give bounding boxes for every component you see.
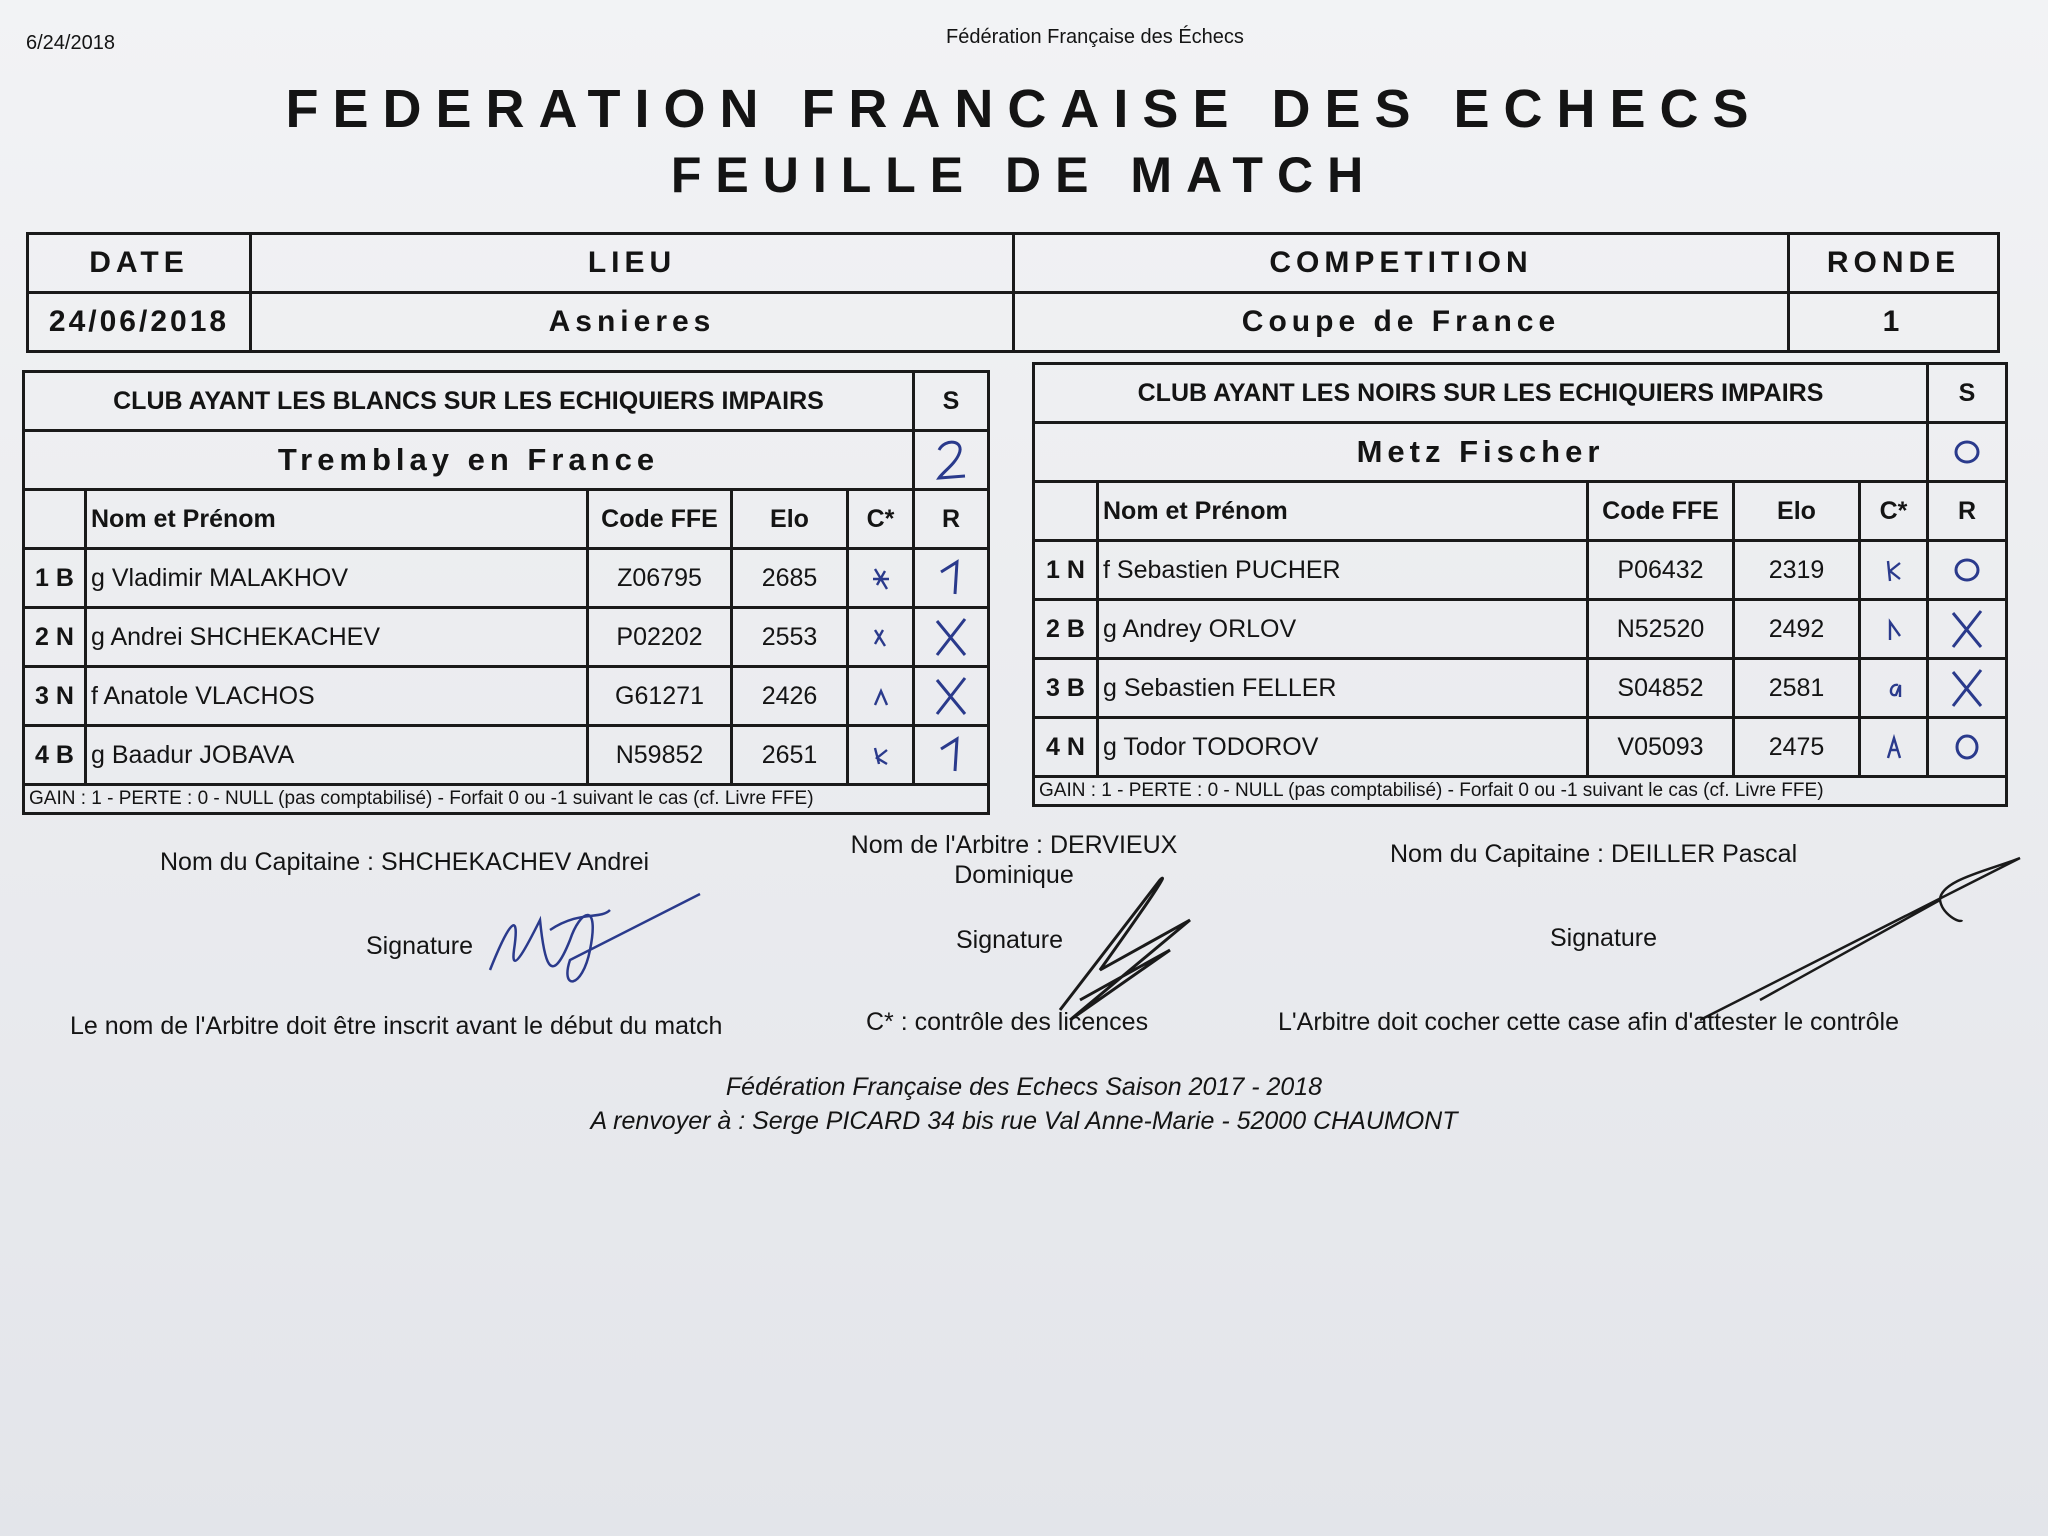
player-elo: 2319 <box>1734 541 1860 600</box>
footer-control-note: C* : contrôle des licences <box>866 1008 1149 1036</box>
arbiter-line-1: Nom de l'Arbitre : DERVIEUX <box>850 831 1178 859</box>
score-header: S <box>914 372 989 431</box>
date-value: 24/06/2018 <box>28 293 251 352</box>
board-number: 4 B <box>24 726 86 785</box>
elo-col-header: Elo <box>1734 482 1860 541</box>
table-row <box>24 549 989 608</box>
player-name: f Anatole VLACHOS <box>86 667 588 726</box>
arbiter-signature <box>1040 860 1200 1030</box>
match-info-table <box>26 232 2000 353</box>
player-name: g Andrey ORLOV <box>1098 600 1588 659</box>
board-number: 1 B <box>24 549 86 608</box>
lieu-value: Asnieres <box>251 293 1014 352</box>
competition-value: Coupe de France <box>1014 293 1789 352</box>
result-mark <box>1928 541 2007 600</box>
captain-right-signature <box>1690 850 2030 1030</box>
scoring-note: GAIN : 1 - PERTE : 0 - NULL (pas comptabilisé) - Forfait 0 ou -1 suivant le cas (cf. Livre FFE) <box>24 785 989 814</box>
club-name: Metz Fischer <box>1034 423 1928 482</box>
club-header: CLUB AYANT LES BLANCS SUR LES ECHIQUIERS IMPAIRS <box>24 372 914 431</box>
player-elo: 2475 <box>1734 718 1860 777</box>
board-col-header <box>1034 482 1098 541</box>
board-number: 2 N <box>24 608 86 667</box>
table-row <box>24 608 989 667</box>
license-check-mark <box>848 549 914 608</box>
table-row <box>1034 718 2007 777</box>
print-org: Fédération Française des Échecs <box>946 26 1244 48</box>
player-elo: 2553 <box>732 608 848 667</box>
license-check-mark <box>1860 718 1928 777</box>
table-row <box>24 667 989 726</box>
code-col-header: Code FFE <box>1588 482 1734 541</box>
table-row <box>24 726 989 785</box>
return-address: A renvoyer à : Serge PICARD 34 bis rue Val Anne-Marie - 52000 CHAUMONT <box>590 1107 1458 1135</box>
license-check-mark <box>848 608 914 667</box>
player-elo: 2651 <box>732 726 848 785</box>
season-line: Fédération Française des Echecs Saison 2017 - 2018 <box>725 1073 1323 1101</box>
board-number: 1 N <box>1034 541 1098 600</box>
player-code: N52520 <box>1588 600 1734 659</box>
player-code: G61271 <box>588 667 732 726</box>
captain-right: Nom du Capitaine : DEILLER Pascal <box>1390 840 1798 868</box>
player-name: f Sebastien PUCHER <box>1098 541 1588 600</box>
white-club-table <box>22 370 990 815</box>
result-mark <box>914 608 989 667</box>
player-code: Z06795 <box>588 549 732 608</box>
name-col-header: Nom et Prénom <box>86 490 588 549</box>
player-name: g Todor TODOROV <box>1098 718 1588 777</box>
board-number: 3 B <box>1034 659 1098 718</box>
result-mark <box>1928 659 2007 718</box>
signature-label-right: Signature <box>1550 924 1658 952</box>
ronde-value: 1 <box>1789 293 1999 352</box>
player-elo: 2492 <box>1734 600 1860 659</box>
license-check-mark <box>1860 659 1928 718</box>
player-name: g Sebastien FELLER <box>1098 659 1588 718</box>
scoring-note: GAIN : 1 - PERTE : 0 - NULL (pas comptabilisé) - Forfait 0 ou -1 suivant le cas (cf. Livre FFE) <box>1034 777 2007 806</box>
captain-left-signature <box>470 880 710 1000</box>
control-col-header: C* <box>848 490 914 549</box>
signature-label-arbiter: Signature <box>956 926 1064 954</box>
player-elo: 2581 <box>1734 659 1860 718</box>
result-mark <box>914 667 989 726</box>
date-header: DATE <box>28 234 251 293</box>
board-number: 4 N <box>1034 718 1098 777</box>
club-header: CLUB AYANT LES NOIRS SUR LES ECHIQUIERS IMPAIRS <box>1034 364 1928 423</box>
competition-header: COMPETITION <box>1014 234 1789 293</box>
arbiter-line-2: Dominique <box>954 861 1074 889</box>
club-name: Tremblay en France <box>24 431 914 490</box>
player-name: g Baadur JOBAVA <box>86 726 588 785</box>
table-row <box>1034 541 2007 600</box>
player-code: V05093 <box>1588 718 1734 777</box>
result-col-header: R <box>1928 482 2007 541</box>
board-number: 2 B <box>1034 600 1098 659</box>
result-mark <box>914 549 989 608</box>
elo-col-header: Elo <box>732 490 848 549</box>
control-col-header: C* <box>1860 482 1928 541</box>
code-col-header: Code FFE <box>588 490 732 549</box>
license-check-mark <box>848 726 914 785</box>
page-title: FEDERATION FRANCAISE DES ECHECS <box>285 79 1763 139</box>
board-col-header <box>24 490 86 549</box>
license-check-mark <box>1860 600 1928 659</box>
player-elo: 2685 <box>732 549 848 608</box>
result-mark <box>1928 718 2007 777</box>
team-score <box>914 431 989 490</box>
result-mark <box>1928 600 2007 659</box>
print-date: 6/24/2018 <box>26 32 115 54</box>
result-col-header: R <box>914 490 989 549</box>
name-col-header: Nom et Prénom <box>1098 482 1588 541</box>
player-name: g Andrei SHCHEKACHEV <box>86 608 588 667</box>
result-mark <box>914 726 989 785</box>
board-number: 3 N <box>24 667 86 726</box>
season-info <box>0 1070 2048 1138</box>
team-score <box>1928 423 2007 482</box>
license-check-mark <box>848 667 914 726</box>
signature-label-left: Signature <box>366 932 474 960</box>
score-header: S <box>1928 364 2007 423</box>
player-name: g Vladimir MALAKHOV <box>86 549 588 608</box>
player-elo: 2426 <box>732 667 848 726</box>
page-subtitle: FEUILLE DE MATCH <box>670 147 1378 203</box>
ronde-header: RONDE <box>1789 234 1999 293</box>
table-row <box>1034 659 2007 718</box>
captain-left: Nom du Capitaine : SHCHEKACHEV Andrei <box>160 848 650 876</box>
player-code: P06432 <box>1588 541 1734 600</box>
footer-check-note: L'Arbitre doit cocher cette case afin d'attester le contrôle <box>1278 1008 1899 1036</box>
player-code: S04852 <box>1588 659 1734 718</box>
footer-arbiter-note: Le nom de l'Arbitre doit être inscrit avant le début du match <box>70 1012 723 1040</box>
license-check-mark <box>1860 541 1928 600</box>
player-code: P02202 <box>588 608 732 667</box>
lieu-header: LIEU <box>251 234 1014 293</box>
black-club-table <box>1032 362 2008 807</box>
player-code: N59852 <box>588 726 732 785</box>
table-row <box>1034 600 2007 659</box>
